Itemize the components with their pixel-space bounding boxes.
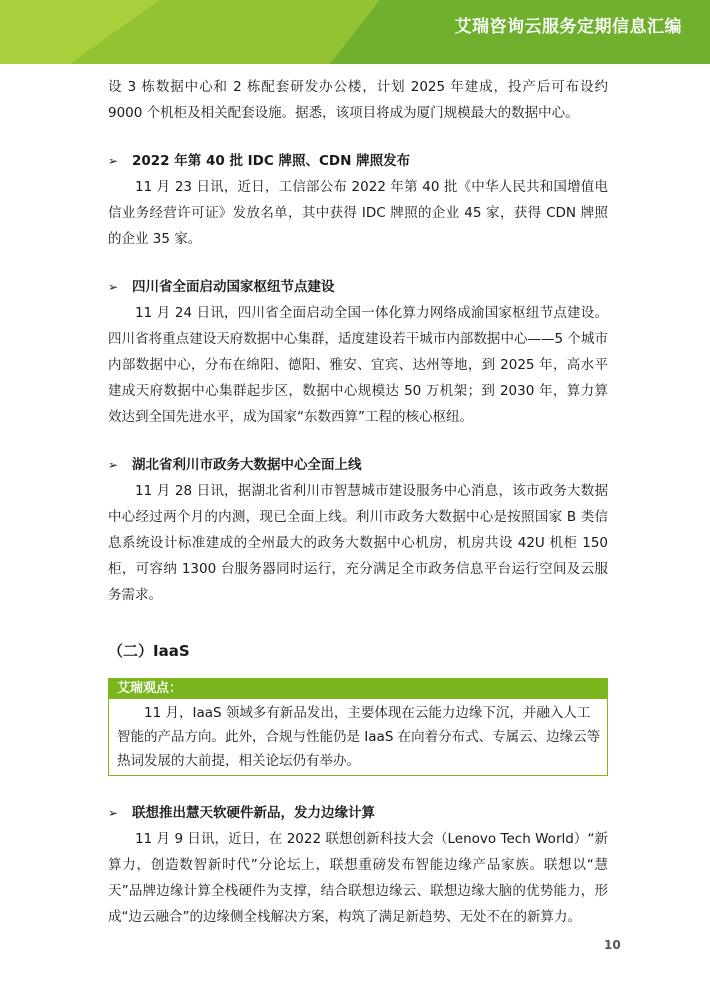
news-body: 11 月 28 日讯，据湖北省利川市智慧城市建设服务中心消息，该市政务大数据中心经过两个月的内测，现已全面上线。利川市政务大数据中心是按照国家 B 类信息系统设计标准建成的全州最大的政务大数据中心机房，机房共设 42U 机柜 150 柜，可容纳 1300 台服务器同时运行，充分满足全市政务信息平台运行空间及云服务需求。 — [108, 483, 608, 603]
news-heading — [108, 148, 608, 174]
news-title: 联想推出慧天软硬件新品，发力边缘计算 — [132, 805, 375, 821]
bullet-arrow-icon: ➢ — [108, 154, 119, 168]
analyst-viewpoint-box — [108, 678, 608, 776]
viewpoint-label: 艾瑞观点： — [109, 679, 607, 699]
news-body: 11 月 23 日讯，近日，工信部公布 2022 年第 40 批《中华人民共和国增值电信业务经营许可证》发放名单，其中获得 IDC 牌照的企业 45 家，获得 CDN 牌照的企业 35 家。 — [108, 179, 608, 247]
news-title: 四川省全面启动国家枢纽节点建设 — [132, 279, 335, 295]
header-banner — [0, 0, 710, 64]
news-body: 11 月 9 日讯，近日，在 2022 联想创新科技大会（Lenovo Tech World）“新算力，创造数智新时代”分论坛上，联想重磅发布智能边缘产品家族。联想以“慧天”品牌边缘计算全栈硬件为支撑，结合联想边缘云、联想边缘大脑的优势能力，形成“边云融合”的边缘侧全栈解决方案，构筑了满足新趋势、无处不在的新算力。 — [108, 831, 608, 925]
page-number: 10 — [604, 938, 621, 952]
bullet-arrow-icon: ➢ — [108, 280, 119, 294]
news-title: 2022 年第 40 批 IDC 牌照、CDN 牌照发布 — [132, 153, 411, 169]
viewpoint-text: 11 月，IaaS 领域多有新品发出，主要体现在云能力边缘下沉，并融入人工智能的产品方向。此外，合规与性能仍是 IaaS 在向着分布式、专属云、边缘云等热词发展的大前提，相关论坛仍有举办。 — [117, 705, 601, 769]
document-series-title: 艾瑞咨询云服务定期信息汇编 — [454, 17, 682, 37]
news-title: 湖北省利川市政务大数据中心全面上线 — [132, 457, 362, 473]
bullet-arrow-icon: ➢ — [108, 458, 119, 472]
news-heading — [108, 452, 608, 478]
page-content — [108, 74, 608, 930]
intro-paragraph: 设 3 栋数据中心和 2 栋配套研发办公楼，计划 2025 年建成，投产后可布设约 9000 个机柜及相关配套设施。据悉，该项目将成为厦门规模最大的数据中心。 — [108, 79, 608, 121]
news-heading — [108, 800, 608, 826]
news-body: 11 月 24 日讯，四川省全面启动全国一体化算力网络成渝国家枢纽节点建设。四川省将重点建设天府数据中心集群，适度建设若干城市内部数据中心——5 个城市内部数据中心，分布在绵阳、德阳、雅安、宜宾、达州等地，到 2025 年，高水平建成天府数据中心集群起步区，数据中心规模达 50 万机架；到 2030 年，算力算效达到全国先进水平，成为国家“东数西算”工程的核心枢纽。 — [108, 305, 608, 425]
news-heading — [108, 274, 608, 300]
bullet-arrow-icon: ➢ — [108, 806, 119, 820]
section-heading: （二）IaaS — [108, 642, 190, 660]
